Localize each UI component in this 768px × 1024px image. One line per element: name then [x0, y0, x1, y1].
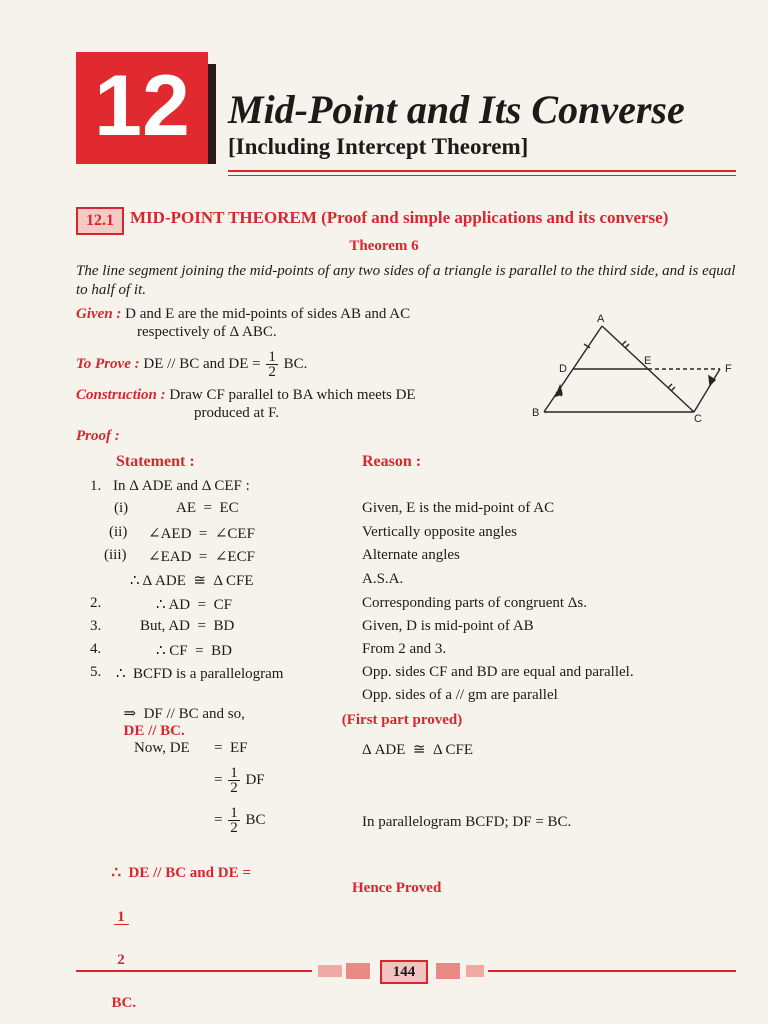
now-de-label: Now, DE	[134, 740, 190, 756]
footer-rule-left	[76, 970, 312, 972]
half-bc-fraction	[228, 806, 240, 835]
label-f: F	[725, 363, 732, 375]
footer-block	[436, 963, 460, 979]
given-label: Given :	[76, 306, 122, 322]
section-title: MID-POINT THEOREM (Proof and simple applications and its converse)	[130, 208, 669, 227]
row-reason: Given, D is mid-point of AB	[362, 618, 534, 634]
conclusion-den: 2	[117, 952, 125, 968]
half-bc-num: 1	[230, 805, 238, 821]
row-statement: ∴ CF = BD	[156, 643, 232, 659]
to-prove-suffix: BC.	[283, 355, 308, 372]
row-reason: Alternate angles	[362, 547, 460, 563]
theorem-label: Theorem 6	[349, 238, 419, 254]
to-prove-text: DE // BC and DE =	[143, 355, 261, 372]
implies-text: ⇒ DF // BC and so,	[123, 706, 245, 722]
row-reason: Given, E is the mid-point of AC	[362, 500, 555, 516]
footer-block	[318, 965, 342, 977]
half-bc-den: 2	[230, 820, 238, 836]
conclusion-line	[104, 846, 251, 1012]
footer-block	[346, 963, 370, 979]
row-statement: ∠EAD = ∠ECF	[148, 549, 255, 565]
row-num: (ii)	[109, 524, 128, 540]
conclusion-text: ∴ DE // BC and DE =	[111, 865, 251, 881]
chapter-title: Mid-Point and Its Converse	[228, 87, 685, 132]
label-b: B	[532, 407, 540, 419]
half-df-fraction	[228, 766, 240, 795]
section-number: 12.1	[76, 207, 124, 235]
label-c: C	[694, 413, 702, 425]
footer-rule-right	[488, 970, 736, 972]
tick-ae-1	[622, 341, 626, 345]
construction-text-2: produced at F.	[194, 405, 280, 421]
given-text-1: D and E are the mid-points of sides AB and AC	[125, 306, 411, 322]
half-bc-reason: In parallelogram BCFD; DF = BC.	[362, 814, 572, 830]
theorem-text: The line segment joining the mid-points of any two sides of a triangle is parallel to the third side, and is equal to half of it.	[76, 263, 736, 298]
page-number: 144	[380, 960, 428, 984]
row-reason: From 2 and 3.	[362, 641, 447, 657]
row-num: (iii)	[104, 547, 127, 563]
row-statement: AE = EC	[176, 500, 239, 516]
row-num: 2.	[90, 595, 102, 611]
row-reason: A.S.A.	[362, 571, 404, 587]
row-num: 1.	[90, 478, 102, 494]
implies-red: DE // BC.	[123, 723, 185, 739]
segment-cf	[694, 369, 720, 412]
header-rule-top	[228, 170, 736, 172]
tick-ec-1	[668, 384, 672, 388]
triangle-figure	[526, 312, 736, 430]
header-rule-bottom	[228, 175, 736, 176]
to-prove-fraction	[266, 350, 278, 379]
row-statement: ∴ BCFD is a parallelogram	[116, 666, 284, 682]
row-statement: ∴ AD = CF	[156, 597, 232, 613]
label-d: D	[559, 363, 567, 375]
row-reason: Corresponding parts of congruent Δs.	[362, 595, 588, 611]
row-statement: In Δ ADE and Δ CEF :	[113, 478, 250, 494]
conclusion-suffix: BC.	[111, 995, 137, 1011]
tick-ae-2	[625, 344, 629, 348]
to-prove-line	[76, 350, 307, 379]
first-part-proved: (First part proved)	[341, 712, 463, 728]
half-df-den: 2	[230, 780, 238, 796]
row-reason: Vertically opposite angles	[362, 524, 517, 540]
footer-block	[466, 965, 484, 977]
tick-ec-2	[671, 387, 675, 391]
row-num: 4.	[90, 641, 102, 657]
equals-sign: =	[214, 771, 223, 788]
construction-line	[76, 387, 416, 404]
to-prove-label: To Prove :	[76, 355, 140, 372]
row-statement: ∴ Δ ADE ≅ Δ CFE	[130, 573, 254, 589]
proof-label: Proof :	[76, 428, 120, 444]
to-prove-num: 1	[268, 349, 276, 365]
now-reason: Δ ADE ≅ Δ CFE	[362, 742, 474, 758]
hence-proved: Hence Proved	[352, 880, 442, 896]
row-reason: Opp. sides CF and BD are equal and parallel.	[362, 664, 634, 680]
row-num: 5.	[90, 664, 102, 680]
row-num: 3.	[90, 618, 102, 634]
proof-row	[90, 478, 250, 495]
conclusion-num: 1	[114, 910, 129, 925]
label-a: A	[597, 313, 605, 325]
half-df-num: 1	[230, 765, 238, 781]
reason-header: Reason :	[362, 453, 422, 470]
half-bc-suffix: BC	[245, 811, 266, 828]
implies-reason: Opp. sides of a // gm are parallel	[362, 687, 558, 703]
half-df-suffix: DF	[245, 771, 265, 788]
label-e: E	[644, 355, 652, 367]
conclusion-fraction	[114, 882, 129, 995]
given-text-2: respectively of Δ ABC.	[137, 324, 277, 340]
half-bc-line	[214, 806, 265, 835]
equals-sign: =	[214, 811, 223, 828]
arrow-cf	[709, 376, 715, 385]
statement-header: Statement :	[116, 453, 195, 470]
construction-text-1: Draw CF parallel to BA which meets DE	[169, 387, 416, 403]
to-prove-den: 2	[268, 364, 276, 380]
given-line	[76, 306, 410, 323]
figure-lines	[544, 326, 720, 412]
construction-label: Construction :	[76, 387, 166, 403]
half-df-line	[214, 766, 265, 795]
chapter-number: 12	[94, 58, 190, 154]
now-eq: = EF	[214, 740, 248, 756]
chapter-subtitle: [Including Intercept Theorem]	[228, 134, 529, 159]
row-statement: ∠AED = ∠CEF	[148, 526, 255, 542]
row-num: (i)	[114, 500, 129, 516]
row-statement: But, AD = BD	[140, 618, 235, 634]
